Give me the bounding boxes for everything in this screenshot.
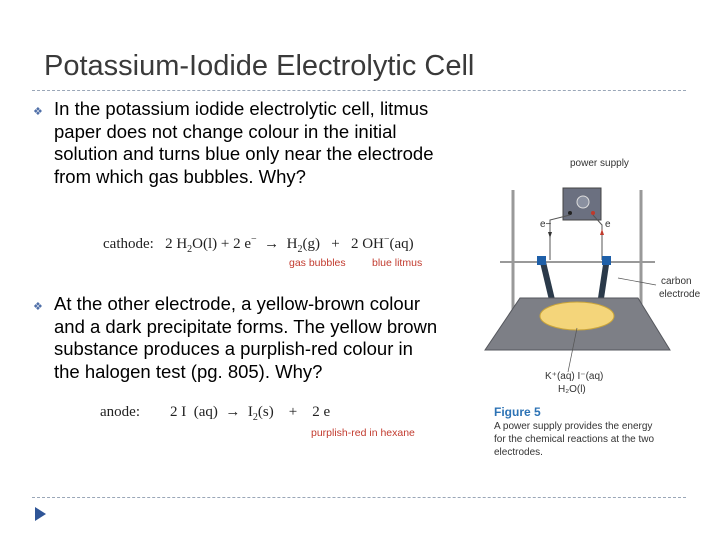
petri-dish-top [540,302,614,330]
cathode-electron-sup: − [251,234,257,245]
slide-title: Potassium-Iodide Electrolytic Cell [44,50,475,82]
bullet-1-text [54,98,434,188]
cathode-arrow: → [264,236,280,252]
anode-product2: 2 e [312,404,331,420]
electron-right-label: e [605,219,611,230]
figure-caption [494,420,704,459]
cathode-product1-sub: 2 [297,244,303,255]
figure-caption-line-1: A power supply provides the energy [494,421,653,432]
bullet-square-icon: ❖ [33,106,43,118]
cathode-equation [103,234,414,255]
anode-equation [100,404,330,423]
purplish-red-note: purplish-red in hexane [311,427,415,439]
anode-label: anode: [100,404,140,420]
cathode-reactant: 2 H [165,236,188,252]
negative-terminal-icon [568,211,572,215]
cathode-product1: H [286,236,298,252]
bullet-2-text [54,293,437,383]
positive-terminal-icon [591,211,595,215]
bullet-1-line-3: solution and turns blue only near the electrode [54,143,434,164]
anode-product1-sub: 2 [252,412,258,423]
figure-title: Figure 5 [494,405,541,419]
bullet-2-line-4: the halogen test (pg. 805). Why? [54,360,323,382]
cathode-product2: 2 OH [350,236,384,252]
anode-product1: I [247,404,253,420]
cathode-product2-sup: − [383,234,390,245]
carbon-label-2: electrode [659,289,701,300]
bullet-2-line-3: substance produces a purplish-red colour in [54,338,413,359]
electron-left-arrow-icon [548,232,552,238]
anode-reactant: 2 I [169,404,187,420]
cathode-plus: + [331,236,340,252]
cathode-reactant-tail: O(l) + 2 e [192,236,252,252]
carbon-label-1: carbon [661,276,692,287]
solution-label-1: K⁺(aq) I⁻(aq) [545,371,604,382]
anode-plus: + [288,404,298,420]
bullet-1-line-2: paper does not change colour in the initial [54,120,397,142]
cathode-reactant-sub: 2 [187,244,193,255]
electrolytic-cell-illustration [480,150,715,400]
clamp-left [537,256,546,265]
power-supply-label: power supply [570,158,629,169]
bullet-1-line-4: from which gas bubbles. Why? [54,165,306,187]
gas-bubbles-note: gas bubbles [289,257,346,269]
electron-left-label: e− [540,219,552,230]
cathode-product2-tail: (aq) [389,236,414,252]
electron-right-arrow-icon [600,229,604,235]
title-divider [32,90,686,91]
wire-right [593,215,602,260]
footer-divider [32,497,686,498]
anode-arrow: → [225,404,241,420]
power-supply-dial-icon [577,196,589,208]
wire-left [550,215,570,260]
bullet-2-line-2: and a dark precipitate forms. The yellow brown [54,315,438,337]
bullet-2-line-1: At the other electrode, a yellow-brown colour [54,293,421,314]
bullet-square-icon: ❖ [33,301,43,313]
anode-product1-tail: (s) [257,404,274,420]
next-slide-arrow-icon[interactable] [35,507,46,521]
clamp-right [602,256,611,265]
bullet-1-line-1: In the potassium iodide electrolytic cell, litmus [54,98,429,119]
figure-caption-line-2: for the chemical reactions at the two [494,434,655,445]
carbon-label-leader [618,278,656,285]
cathode-label: cathode: [103,236,154,252]
figure-caption-line-3: electrodes. [494,447,543,458]
cathode-product1-tail: (g) [302,236,320,252]
blue-litmus-note: blue litmus [372,257,423,269]
anode-reactant-tail: (aq) [193,404,218,420]
solution-label-2: H₂O(l) [558,384,586,395]
